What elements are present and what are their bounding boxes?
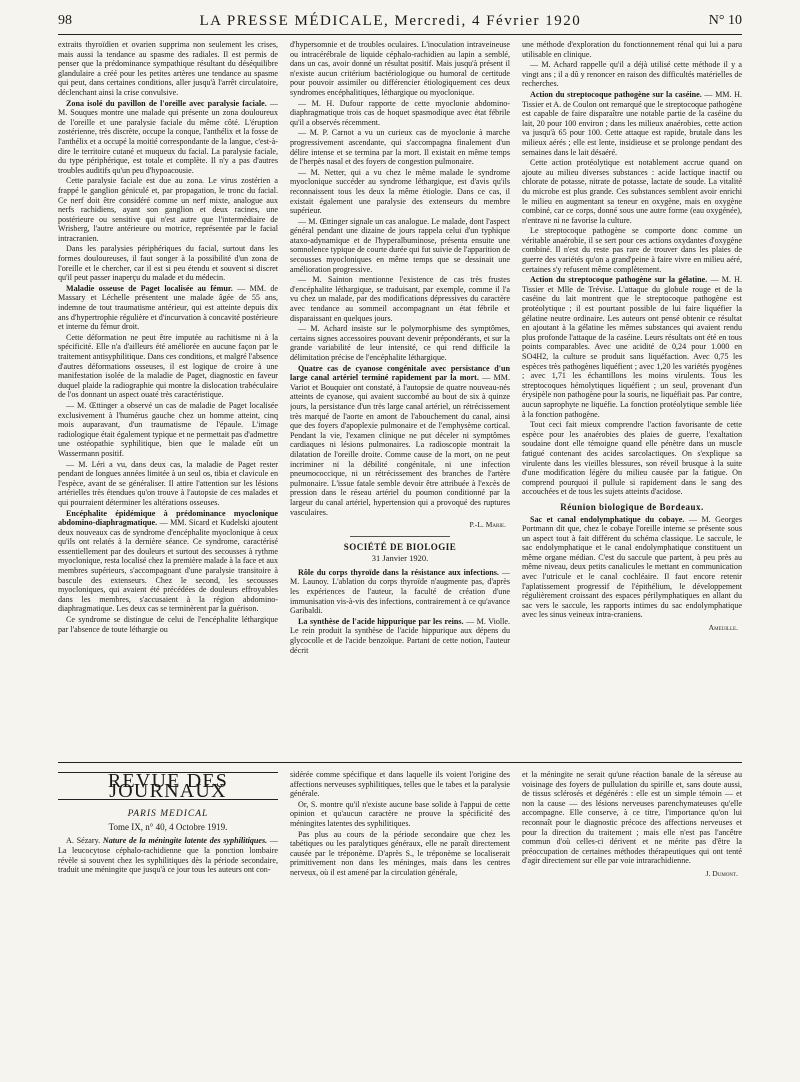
paragraph: — M. Léri a vu, dans deux cas, la maladie de Paget rester pendant de longues années limitée à un seul os, tibia et clavicule en l'espèce, avant de se généraliser. Il attire l'attention sur les lésions artérielles très étendues qu'on trouve à l'autopsie de ces malades et qui pourraient déterminer les altérations osseuses. (58, 459, 278, 507)
section-title: SOCIÉTÉ DE BIOLOGIE (343, 541, 457, 552)
journal-reference: Tome IX, n° 40, 4 Octobre 1919. (108, 821, 228, 832)
signature: J. Dumont. (705, 868, 738, 878)
paragraph: Dans les paralysies périphériques du facial, surtout dans les formes douloureuses, il faut songer à la possibilité d'un zona de l'oreille et le chercher, car il est si peu étendu et souvent si discret qu'il peut passer inaperçu du malade et du médecin. (58, 244, 278, 283)
heading: Sac et canal endolymphatique du cobaye. (530, 514, 685, 524)
paragraph: — M. Œttinger signale un cas analogue. Le malade, dont l'aspect général pendant une dizaine de jours rappela celui d'un typhique ataxo-adynamique et de l'hyperalbuminose, présenta ensuite une somnolence typique de courte durée qui fut suivie de l'apparition de secousses myocloniques en même temps que se dessinait une amélioration progressive. (290, 216, 510, 274)
revue-title: REVUE DES JOURNAUX (58, 772, 278, 800)
journal-name: PARIS MEDICAL (127, 809, 209, 820)
issue-number: N° 10 (708, 13, 742, 28)
column-2 (290, 40, 510, 758)
paragraph: Cette paralysie faciale est due au zona. Le virus zostérien a frappé le ganglion géniculé et, par propagation, le tronc du facial. Ce nerf doit être considéré comme un nerf mixte, analogue aux nerfs rachidiens, ayant son ganglion et deux racines, une postérieure ou sensitive qui n'est autre que l'intermédiaire de Wrisberg, l'autre antérieure ou motrice, représentée par le facial intracranien. (58, 176, 278, 243)
paragraph: Tout ceci fait mieux comprendre l'action favorisante de cette espèce pour les anaérobies des plaies de guerre, l'exaltation soudaine dont elle témoigne quand elle pénètre dans un muscle fatigué contenant des acides sarcolactiques. On s'explique sa virulente dans les vieilles blessures, son réveil brusque à la suite d'une modification légère du milieu causée par la fatigue. On comprend pourquoi il pullule si rapidement dans le sang des accouchées et de tous les sujets atteints d'acidose. (522, 420, 742, 497)
paragraph: Encéphalite épidémique à prédominance myoclonique abdomino-diaphragmatique. — MM. Sicard et Kudelski ajoutent deux nouveaux cas de syndrome d'encéphalite myoclonique à ceux qu'ils ont relatés à la dernière séance. Ce syndrome, caractérisé essentiellement par des douleurs et surtout des secousses à rythme myoclonique, resta localisé chez la première malade à la face et aux membres supérieurs, s'accompagnant d'une paralysie transitoire à bascule des extenseurs. Chez le second, les secousses myocloniques, qui avaient été précédées de douleurs effroyables dans les membres, s'accusaient à la région abdomino-diaphragmatique. Les deux cas se terminèrent par la guérison. (58, 508, 278, 614)
paragraph: — M. P. Carnot a vu un curieux cas de myoclonie à marche progressivement ascendante, qui s'accompagna finalement d'un délire intense et se termina par la mort. Il existait en même temps de l'herpès nasal et des foyers de congestion pulmonaire. (290, 128, 510, 167)
journal-title: LA PRESSE MÉDICALE, Mercredi, 4 Février 1920 (199, 12, 582, 29)
upper-columns (58, 40, 742, 758)
section-date: 31 Janvier 1920. (371, 553, 429, 564)
heading: Zona isolé du pavillon de l'oreille avec paralysie faciale. (66, 98, 267, 108)
paragraph: Zona isolé du pavillon de l'oreille avec paralysie faciale. — M. Souques montre une malade qui présente un zona douloureux de l'oreille et une paralysie faciale du même côté. L'éruption zostérienne, très discrète, occupe la conque, l'anthélix et la fosse de l'anthélix et a occupé la moitié correspondante de la langue, c'est-à-dire le territoire cutané et muqueux du facial. La paralysie faciale, du type périphérique, est totale et complète. Il n'y a pas d'autres troubles auditifs qu'un peu d'hypoacousie. (58, 98, 278, 175)
paragraph: Maladie osseuse de Paget localisée au fémur. — MM. de Massary et Léchelle présentent une malade âgée de 55 ans, indemne de tout traumatisme antérieur, qui est atteinte depuis dix ans d'hypertrophie régulière et d'incurvation à concavité postérieure et interne du fémur droit. (58, 283, 278, 332)
heading: Action du streptocoque pathogène sur la caséine. (530, 89, 702, 99)
signature: P.-L. Marie. (469, 520, 506, 530)
paragraph: Pas plus au cours de la période secondaire que chez les tabétiques ou les paralytiques généraux, elle ne paraît directement causée par le tréponème. D'après S., le tréponème se localiserait primitivement non dans les méninges, mais dans les centres nerveux, où il est amené par la circulation générale, (290, 829, 510, 877)
heading: La synthèse de l'acide hippurique par les reins. (298, 616, 464, 626)
paragraph: Or, S. montre qu'il n'existe aucune base solide à l'appui de cette opinion et qu'aucun caractère ne prouve la spécificité des méningites latentes des syphilitiques. (290, 799, 510, 828)
paragraph: Cette déformation ne peut être imputée au rachitisme ni à la spécificité. Elle n'a d'ailleurs été améliorée en aucune façon par le traitement antisyphilitique. Dans ces conditions, et malgré l'absence d'autres déformations osseuses, il est logique de croire à une manifestation isolée de la maladie de Paget, diagnostic en faveur duquel plaide la radiographie qui montre la dislocation trabéculaire de l'os donnant un aspect ouaté très caractéristique. (58, 332, 278, 400)
page-number: 98 (58, 13, 72, 28)
heading: Action du streptocoque pathogène sur la gélatine. (530, 275, 708, 285)
revue-column-3 (522, 770, 742, 1070)
paragraph: — M. Achard rappelle qu'il a déjà utilisé cette méthode il y a vingt ans ; il a dû y renoncer en raison des difficultés matérielles de recherches. (522, 60, 742, 89)
revue-column-1 (58, 770, 278, 1070)
paragraph: sidérée comme spécifique et dans laquelle ils voient l'origine des affections nerveuses syphilitiques, telles que le tabes et la paralysie générale. (290, 770, 510, 799)
paragraph: La synthèse de l'acide hippurique par les reins. — M. Violle. Le rein produit la synthèse de l'acide hippurique aux dépens du glycocolle et de l'acide benzoïque. Partant de cette notion, l'auteur décrit (290, 616, 510, 655)
paragraph: et la méningite ne serait qu'une réaction banale de la séreuse au voisinage des foyers de pullulation du spirille et, sans doute aussi, de tissus sclérosés et dégénérés : elle est un simple témoin — et non la cause — des lésions nerveuses parenchymateuses qu'elle accompagne. Elle conserve, à ce titre, l'importance qu'on lui reconnaît pour le diagnostic précoce des affections nerveuses et pour la direction du traitement ; mais elle n'est pas l'ancêtre commun d'où celles-ci dérivent et ne mérite pas d'être la préoccupation de certaines méthodes thérapeutiques qui ont tenté d'agir directement sur elle par voie intrarachidienne. (522, 770, 742, 866)
paragraph: Quatre cas de cyanose congénitale avec persistance d'un large canal artériel terminé rapidement par la mort. — MM. Variot et Bouquier ont constaté, à l'autopsie de quatre nouveau-nés atteints de cyanose, qui avaient succombé au bout de six à quinze jours, la persistance d'un très large canal artériel, un rétrécissement très marqué de l'aorte en amont de l'abouchement du canal, ainsi que des foyers d'apoplexie pulmonaire et de l'emphysème cortical. Pendant la vie, l'examen clinique ne put déceler ni symptômes cardiaques ni lésions pulmonaires. La radioscopie montrait la dilatation de l'oreille droite. Comme cause de la mort, on ne peut incriminer ni la débilité congénitale, ni une infection pneumococcique, ni un rétrécissement des branches de l'artère pulmonaire. L'issue fatale semble devoir être attribuée à l'excès de pression dans le réseau artériel du poumon conditionné par la largeur du canal artériel, hypertension qui a provoqué des ruptures vasculaires. (290, 363, 510, 517)
paragraph: — M. H. Dufour rapporte de cette myoclonie abdomino-diaphragmatique trois cas de hoquet spasmodique avec état fébrile qu'il a observés récemment. (290, 98, 510, 127)
signature: Ameuille. (708, 623, 738, 633)
page-header (58, 8, 742, 35)
paragraph: d'hypersomnie et de troubles oculaires. L'inoculation intraveineuse ou intracérébrale de liquide céphalo-rachidien au lapin a semblé, dans un cas, avoir donné un résultat positif. Mais jusqu'à présent il n'existe aucun critérium bactériologique ou humoral de certitude pour pouvoir assimiler ou différencier étiologiquement ces deux syndromes encéphalitiques, léthargique ou myoclonique. (290, 40, 510, 97)
paragraph: — M. Sainton mentionne l'existence de cas très frustes d'encéphalite léthargique, se traduisant, par exemple, comme il l'a vu chez un malade, par des modifications dépressives du caractère avec tendance au sommeil accompagnant un état fébrile et disparaissant en quelques jours. (290, 275, 510, 323)
section-divider (58, 762, 742, 763)
paragraph: A. Sézary. Nature de la méningite latente des syphilitiques. — La leucocytose céphalo-rachidienne que la ponction lombaire révèle si souvent chez les syphilitiques dès la période secondaire, traduit une méningite que jusqu'à ce jour tous les auteurs ont con- (58, 836, 278, 875)
divider (350, 536, 450, 537)
paragraph: Sac et canal endolymphatique du cobaye. — M. Georges Portmann dit que, chez le cobaye l'oreille interne se présente sous un aspect tout à fait différent du schéma classique. Le saccule, le sac endolymphatique et le canal endolymphatique constituent un même organe médian. C'est du saccule que partent, à peu près au même niveau, deux petits canalicules le mettant en communication avec l'utricule et le canal cochléaire. Il faut encore retenir l'aplatissement progressif de l'épithélium, le développement régulièrement croissant des espaces périlymphatiques en allant du sac vers le saccule, les rapports intimes du sac endolymphatique avec les sinus veineux intra-craniens. (522, 514, 742, 620)
heading: Quatre cas de cyanose congénitale avec persistance d'un large canal artériel terminé rapidement par la mort. (290, 363, 510, 383)
paragraph: Rôle du corps thyroïde dans la résistance aux infections. — M. Launoy. L'ablation du corps thyroïde n'augmente pas, d'après les expériences de l'auteur, la faculté de création d'une immunisation vis-à-vis des infections, contrairement à ce qu'avance Garibaldi. (290, 567, 510, 616)
heading: Rôle du corps thyroïde dans la résistance aux infections. (298, 567, 499, 577)
column-1 (58, 40, 278, 758)
section-title: Réunion biologique de Bordeaux. (560, 501, 704, 512)
paragraph: — M. Œttinger a observé un cas de maladie de Paget localisée exclusivement à l'humérus gauche chez un homme atteint, cinq mois auparavant, d'un traumatisme de l'épaule. L'image radiologique était également typique et ne permettait pas d'admettre une ostéopathie syphilitique, bien que le malade eût un Wassermann positif. (58, 400, 278, 458)
paragraph: Action du streptocoque pathogène sur la caséine. — MM. H. Tissier et A. de Coulon ont remarqué que le streptocoque pathogène est capable de faire disparaître une notable partie de la caséine du lait, 20 pour 100 environ ; dans les milieux anaérobies, cette action va jusqu'à 65 pour 100. Cette attaque est rapide, brutale dans les milieux aérés ; elle est lente, insidieuse et se prolonge pendant des semaines dans le lait désaéré. (522, 89, 742, 157)
author: A. Sézary. (66, 836, 101, 846)
paragraph: — M. Netter, qui a vu chez le même malade le syndrome myoclonique succéder au syndrome léthargique, est d'avis qu'ils reconnaissent tous les deux la même étiologie. Dans ce cas, il existait également une paralysie des extenseurs du membre supérieur. (290, 167, 510, 216)
heading: Maladie osseuse de Paget localisée au fémur. (66, 283, 233, 293)
paragraph: Le streptocoque pathogène se comporte donc comme un véritable anaérobie, il se sert pour ces actions oxydantes d'oxygène combiné. Il n'est du reste pas rare de trouver dans les plaies de guerre des variétés qu'on a grand'peine à faire vivre en milieu aéré, certaines s'y refusent même complètement. (522, 226, 742, 274)
paragraph: extraits thyroïdien et ovarien supprima non seulement les crises, mais aussi la tendance au spasme des radiales. Il est permis de penser que la prédominance sympathique résultant du déséquilibre glandulaire a créé pour les petites artères une tendance au spasme qui peut, dans certaines conditions, aller jusqu'à l'arrêt circulatoire, déclenchant ainsi la crise convulsive. (58, 40, 278, 97)
paragraph: Action du streptocoque pathogène sur la gélatine. — M. H. Tissier et Mlle de Trévise. L'attaque du globule rouge et de la caséine du lait montrent que le streptocoque pathogène est protéolytique ; il est pourtant possible de lui faire liquéfier la gélatine neutre ordinaire. Les auteurs ont pensé obtenir ce résultat en ajoutant à la gélatine les mêmes substances qui avaient rendu plus profonde l'attaque de la caséine. Leurs résultats ont été en tous points comparables. Avec une acidité de 0,24 pour 1.000 en SO4H2, la culture se produit sans liquéfaction. Avec 0,75 les espèces très pathogènes liquéfient ; avec 1,20 les variétés pyogènes ; avec 1,71 les échantillons les moins virulents. Tous les streptocoques hémolytiques liquéfient ; un seul, provenant d'un érysipèle non pathogène pour la souris, ne liquéfiait pas. Par contre, aucun saprophyte ne liquéfie. La fonction protéolytique semble liée à la fonction pathogène. (522, 275, 742, 419)
paragraph: une méthode d'exploration du fonctionnement rénal qui lui a paru utilisable en clinique. (522, 40, 742, 59)
paragraph: — M. Achard insiste sur le polymorphisme des symptômes, certains signes accessoires pouvant devenir prépondérants, et sur la grande variabilité de leur intensité, ce qui rend difficile la délimitation précise de l'encéphalite léthargique. (290, 324, 510, 362)
heading: Encéphalite épidémique à prédominance myoclonique abdomino-diaphragmatique. (58, 508, 278, 528)
paragraph: Cette action protéolytique est notablement accrue quand on ajoute au milieu diverses substances : acide lactique inactif ou chlorate de potasse, nitrate de potasse, lactate de soude. La vitalité du microbe est plus grande. Ces substances semblent avoir enrichi le milieu en augmentant sa teneur en oxygène, mais en oxygène combiné, car ce corps, donné sous une autre forme (eau oxygénée), n'entrave ni ne favorise la culture. (522, 158, 742, 225)
article-title: Nature de la méningite latente des syphilitiques. (102, 836, 268, 846)
column-3 (522, 40, 742, 758)
paragraph: Ce syndrome se distingue de celui de l'encéphalite léthargique par l'absence de toute léthargie ou (58, 615, 278, 634)
lower-columns (58, 770, 742, 1070)
revue-column-2 (290, 770, 510, 1070)
